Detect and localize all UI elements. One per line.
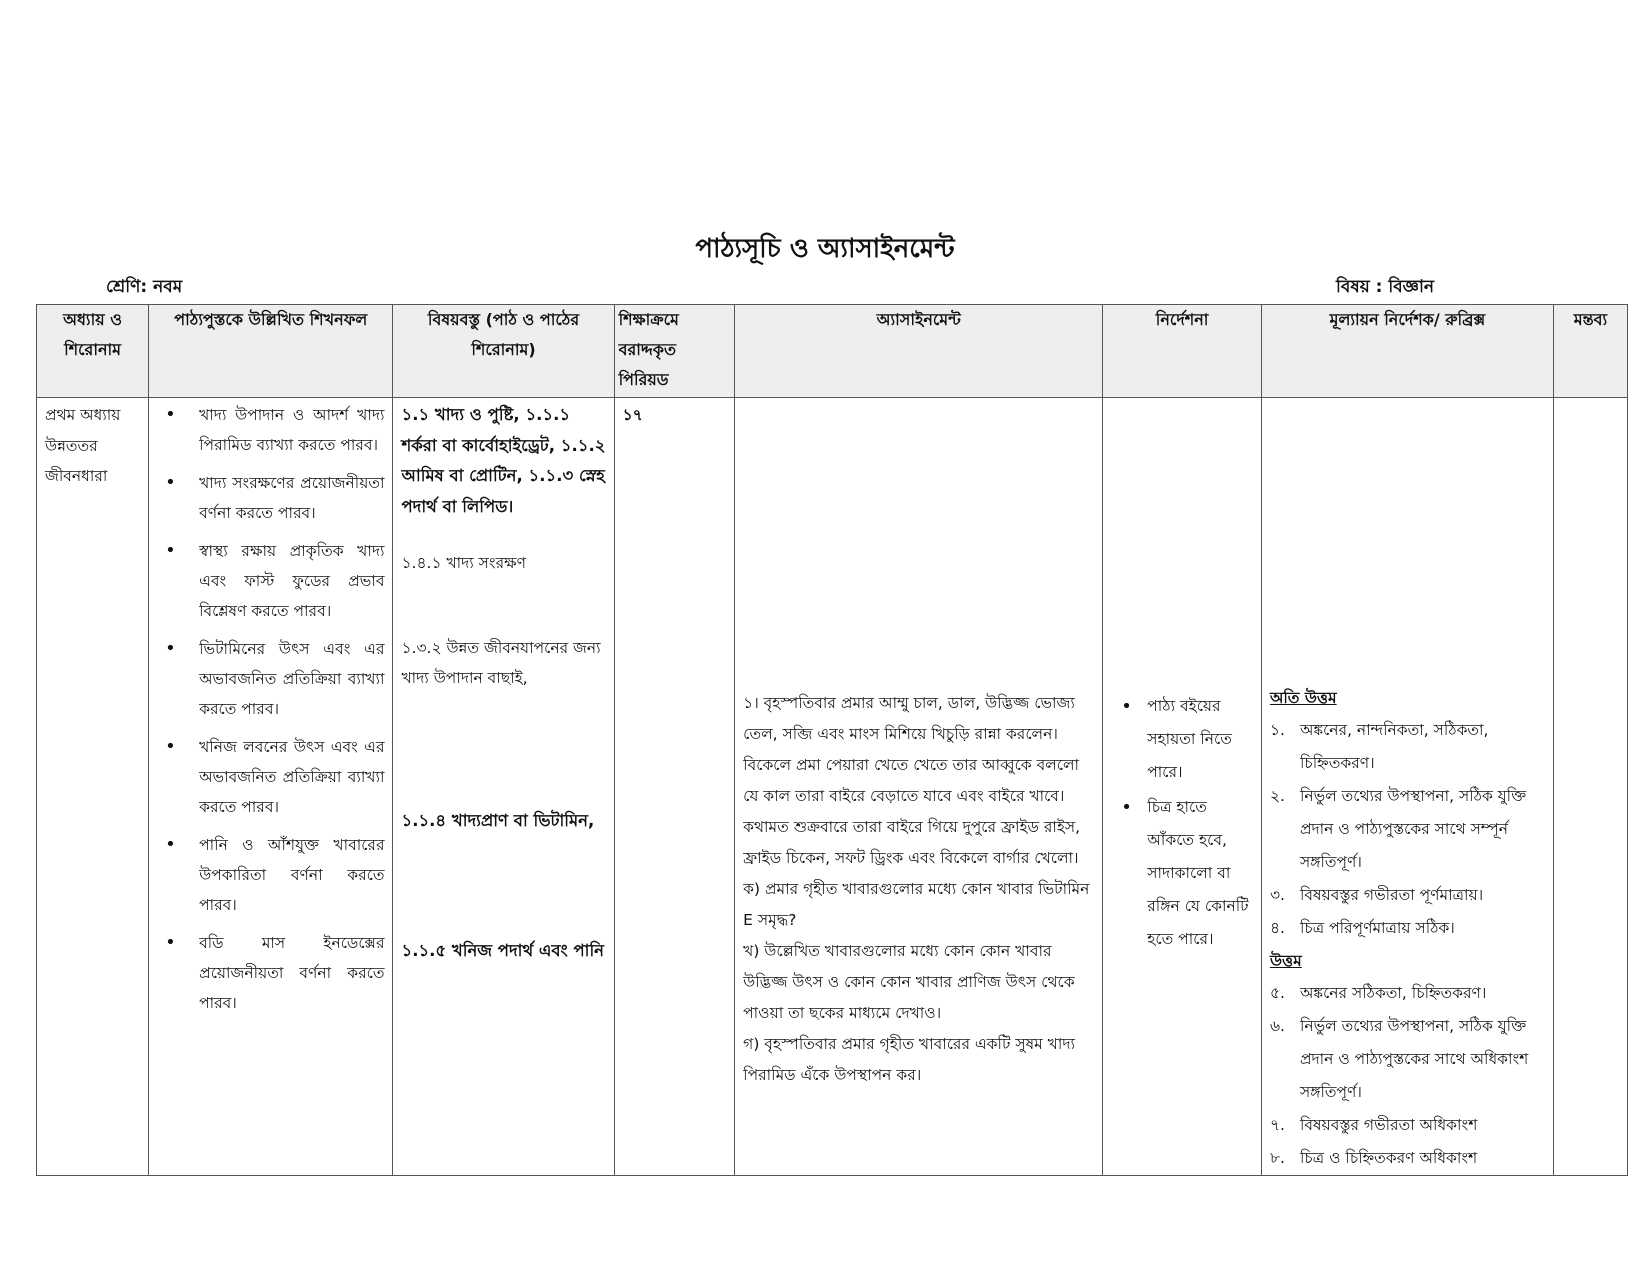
content-item: ১.১ খাদ্য ও পুষ্টি, ১.১.১ শর্করা বা কার্বোহাইড্রেট, ১.১.২ আমিষ বা প্রোটিন, ১.১.৩ স্নেহ পদার্থ বা লিপিড। xyxy=(401,405,606,516)
header-guidance: নির্দেশনা xyxy=(1103,305,1262,398)
outcome-item: • পানি ও আঁশযুক্ত খাবারের উপকারিতা বর্ণনা করতে পারব। xyxy=(157,830,384,920)
rubric-cell xyxy=(1261,398,1553,1176)
guidance-item: • পাঠ্য বইয়ের সহায়তা নিতে পারে। xyxy=(1111,690,1253,789)
outcome-item: • খাদ্য উপাদান ও আদর্শ খাদ্য পিরামিড ব্যাখ্যা করতে পারব। xyxy=(157,400,384,460)
guidance-list xyxy=(1111,690,1253,956)
content-item: ১.৪.১ খাদ্য সংরক্ষণ xyxy=(401,554,527,572)
rubric-item-text: চিত্র ও চিহ্নিতকরণ অধিকাংশ xyxy=(1299,1149,1478,1167)
rubric-item xyxy=(1270,879,1545,912)
content-item: ১.৩.২ উন্নত জীবনযাপনের জন্য খাদ্য উপাদান বাছাই, xyxy=(401,638,601,687)
rubric-heading-good: উত্তম xyxy=(1269,952,1302,970)
rubric-item-text: নির্ভুল তথ্যের উপস্থাপনা, সঠিক যুক্তি প্রদান ও পাঠ্যপুস্তকের সাথে অধিকাংশ সঙ্গতিপূর্ণ। xyxy=(1299,1017,1529,1101)
subject-label: বিষয় : বিজ্ঞান xyxy=(1336,277,1435,297)
rubric-item xyxy=(1270,714,1545,780)
table-row xyxy=(37,398,1628,1176)
rubric-item-text: অঙ্কনের সঠিকতা, চিহ্নিতকরণ। xyxy=(1299,984,1487,1002)
rubric-list-good xyxy=(1270,977,1545,1175)
assignment-question-c: গ) বৃহস্পতিবার প্রমার গৃহীত খাবারের একটি সুষম খাদ্য পিরামিড এঁকে উপস্থাপন কর। xyxy=(743,1035,1075,1084)
assignment-question-a: ক) প্রমার গৃহীত খাবারগুলোর মধ্যে কোন খাবার ভিটামিন E সমৃদ্ধ? xyxy=(743,880,1090,929)
rubric-item xyxy=(1270,1010,1545,1109)
outcome-item: • বডি মাস ইনডেক্সের প্রয়োজনীয়তা বর্ণনা করতে পারব। xyxy=(157,928,384,1018)
guidance-cell xyxy=(1103,398,1262,1176)
rubric-item xyxy=(1270,780,1545,879)
rubric-item-text: বিষয়বস্তুর গভীরতা অধিকাংশ xyxy=(1299,1116,1478,1134)
rubric-item-number: ২. xyxy=(1269,787,1285,805)
outcome-item: • ভিটামিনের উৎস এবং এর অভাবজনিত প্রতিক্রিয়া ব্যাখ্যা করতে পারব। xyxy=(157,634,384,724)
content-item: ১.১.৪ খাদ্যপ্রাণ বা ভিটামিন, xyxy=(401,810,595,830)
assignment-question-b: খ) উল্লেখিত খাবারগুলোর মধ্যে কোন কোন খাবার উদ্ভিজ্জ উৎস ও কোন কোন খাবার প্রাণিজ উৎস থেকে পাওয়া তা ছকের মাধ্যমে দেখাও। xyxy=(743,942,1075,1022)
header-period: শিক্ষাক্রমে বরাদ্দকৃত পিরিয়ড xyxy=(614,305,735,398)
remarks-cell xyxy=(1553,398,1627,1176)
header-remarks: মন্তব্য xyxy=(1553,305,1627,398)
rubric-item-number: ১. xyxy=(1269,721,1285,739)
rubric-item-text: অঙ্কনের, নান্দনিকতা, সঠিকতা, চিহ্নিতকরণ। xyxy=(1299,721,1489,772)
outcomes-cell xyxy=(149,398,393,1176)
period-cell: ১৭ xyxy=(614,398,735,1176)
page-title: পাঠ্যসূচি ও অ্যাসাইনমেন্ট xyxy=(695,234,955,264)
assignment-text xyxy=(743,400,1094,1091)
rubric-item-number: ৩. xyxy=(1269,886,1285,904)
syllabus-table xyxy=(36,304,1628,1176)
assignment-scenario: ১। বৃহস্পতিবার প্রমার আম্মু চাল, ডাল, উদ্ভিজ্জ ভোজ্য তেল, সব্জি এবং মাংস মিশিয়ে খিচুড়ি রান্না করলেন। বিকেলে প্রমা পেয়ারা খেতে খেতে তার আব্বুকে বললো যে কাল তারা বাইরে বেড়াতে যাবে এবং বাইরে খাবে। কথামত শুক্রবারে তারা বাইরে গিয়ে দুপুরে ফ্রাইড রাইস, ফ্রাইড চিকেন, সফট ড্রিংক এবং বিকেলে বার্গার খেলো। xyxy=(743,694,1081,867)
outcome-item: • স্বাস্থ্য রক্ষায় প্রাকৃতিক খাদ্য এবং ফাস্ট ফুডের প্রভাব বিশ্লেষণ করতে পারব। xyxy=(157,536,384,626)
header-chapter: অধ্যায় ও শিরোনাম xyxy=(37,305,149,398)
rubric-item-number: ৬. xyxy=(1269,1017,1285,1035)
rubric-item-text: চিত্র পরিপূর্ণমাত্রায় সঠিক। xyxy=(1299,919,1455,937)
rubric-block xyxy=(1270,400,1545,1175)
header-outcomes: পাঠ্যপুস্তকে উল্লিখিত শিখনফল xyxy=(149,305,393,398)
rubric-item-text: নির্ভুল তথ্যের উপস্থাপনা, সঠিক যুক্তি প্রদান ও পাঠ্যপুস্তকের সাথে সম্পূর্ন সঙ্গতিপূর্ণ। xyxy=(1299,787,1527,871)
rubric-item xyxy=(1270,977,1545,1010)
guidance-item: • চিত্র হাতে আঁকতে হবে, সাদাকালো বা রঙ্গিন যে কোনটি হতে পারে। xyxy=(1111,791,1253,956)
content-cell xyxy=(393,398,614,1176)
assignment-cell xyxy=(735,398,1103,1176)
header-assignment: অ্যাসাইনমেন্ট xyxy=(735,305,1103,398)
rubric-item-number: ৮. xyxy=(1269,1149,1285,1167)
class-label: শ্রেণি: নবম xyxy=(106,277,183,297)
rubric-item xyxy=(1270,912,1545,945)
table-header-row xyxy=(37,305,1628,398)
rubric-item xyxy=(1270,1109,1545,1142)
content-item: ১.১.৫ খনিজ পদার্থ এবং পানি xyxy=(401,941,605,960)
rubric-heading-very-good: অতি উত্তম xyxy=(1269,689,1337,707)
rubric-list-very-good xyxy=(1270,714,1545,945)
rubric-item-number: ৫. xyxy=(1269,984,1285,1002)
outcome-item: • খনিজ লবনের উৎস এবং এর অভাবজনিত প্রতিক্রিয়া ব্যাখ্যা করতে পারব। xyxy=(157,732,384,822)
rubric-item xyxy=(1270,1142,1545,1175)
outcomes-list xyxy=(157,400,384,1018)
rubric-item-number: ৭. xyxy=(1269,1116,1285,1134)
outcome-item: • খাদ্য সংরক্ষণের প্রয়োজনীয়তা বর্ণনা করতে পারব। xyxy=(157,468,384,528)
rubric-item-text: বিষয়বস্তুর গভীরতা পূর্ণমাত্রায়। xyxy=(1299,886,1484,904)
header-content: বিষয়বস্তু (পাঠ ও পাঠের শিরোনাম) xyxy=(393,305,614,398)
chapter-cell: প্রথম অধ্যায় উন্নততর জীবনধারা xyxy=(37,398,149,1176)
header-rubric: মূল্যায়ন নির্দেশক/ রুব্রিক্স xyxy=(1261,305,1553,398)
rubric-item-number: ৪. xyxy=(1269,919,1285,937)
